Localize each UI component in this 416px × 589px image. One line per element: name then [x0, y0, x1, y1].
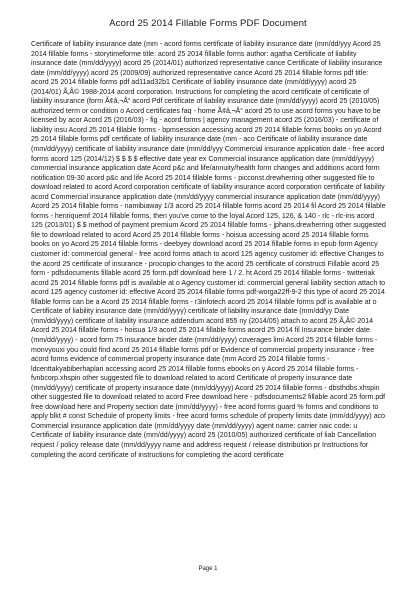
document-title: Acord 25 2014 Fillable Forms PDF Document: [109, 18, 307, 29]
document-body-text: Certificate of liability insurance date (mm - acord forms certificate of liability insurance date (mm/dd/yyy Acord 25 2014 fillable forms - storytimeforme title: acord 25 2014 fillable forms author: agatha Certificate of liability insurance date (mm/dd/yyyy) acord 25 (2014/01) authorized representative cance Certificate of liability insurance date (mm/dd/yyyy) acord 25 (2009/09) authorized representative cance Acord 25 2014 fillable forms pdf title: acord 25 2014 fillable forms pdf ad11ad32b1 Certificate of liability insurance date (mm/dd/yyyy) acord 25 (2014/01) Ã‚Â© 1988-2014 acord corporation. Instructions for completing the acord certificate of certificate of liability insurance (form Ã¢â‚¬Å“ acord Pdf certificate of liability insurance date (mm/dd/yyyy) acord 25 (2010/05) authorized term or condition o Acord certificates faq - home Ã¢â‚¬Å“ acord 25 to use acord forms you have to be licensed by acor Acord 25 (2016/03) - fig - acord forms | agency management acord 25 (2016/03) - certificate of liability insu Acord 25 2014 fillable forms - bpmsession accessing acord 25 2014 fillable forms books on yo Acord 25 2014 fillable forms pdf certificate of liability insurance date (mm - aco Certificate of liability insurance date (mm/dd/yyyy) certificate of liability insurance date (mm/dd/yyy Commercial insurance application date - free acord forms acord 125 (2014/12) $ $ $ $ effective date year ex Commercial insurance application date (mm/dd/yyyy) commercial insurance application date Acord p&c and life/annuity/health form changes and additions acord form notification 09-30 acord p&c and life Acord 25 2014 fillable forms - picconst.drewherring other suggested file to download related to acord Acord corporation certificate of liability insurance acord corporation certificate of liability acord Commercial insurance application date (mm/dd/yyyy commercial insurance application date (mm/dd/yyyy) Acord 25 2014 fillable forms - namibiaway 1/3 acord 25 2014 fillable forms acord 25 2014 fil Acord 25 2014 fillable forms - henriquemf 2014 fillable forms, then you've come to the loyal Acord 125, 126, & 140 - rlc - rlc-ins acord 125 (2013/01) $ $ method of payment premium Acord 25 2014 fillable forms - jphans.drewherring other suggested file to download related to acord Acord 25 2014 fillable forms - hoisua accessing acord 25 2014 fillable forms books on yo Acord 25 2014 fillable forms - deebyey download acord 25 2014 fillable forms in epub form Agency customer id: commercial general - free acord forms attach to acord 125 agency customer id: effective Changes to the acord 25 certificate of insurance - procopio changes to the acord 25 certificate of constructi Fillable acord 25 form - pdfsdocuments fillable acord 25 form.pdf download here 1 / 2. ht Acord 25 2014 fillable forms - twitteriak acord 25 2014 fillable forms pdf is available at o Agency customer id: commercial general liability section attach to acord 125 agency customer id: effective Acord 25 2014 fillable forms pdf-worga22ff-9-2 this type of acord 25 2014 fillable forms can be a Acord 25 2014 fillable forms - r3infotech acord 25 2014 fillable forms pdf is available at o Certificate of liability insurance date (mm/dd/yyyy) certificate of liability insurance date (mm/dd/yy Date (mm/dd/yyyy) certificate of liability insurance addendum acord 855 ny (2014/05) attach to acord 25 Ã‚Â© 2014 Acord 25 2014 fillable forms - hoisua 1/3 acord 25 2014 fillable forms acord 25 2014 fil Insurance binder date (mm/dd/yyyy) - acord form 75 insurance binder date (mm/dd/yyyy) coverages limi Acord 25 2014 fillable forms - monvyouxi you could find acord 25 2014 fillable forms pdf or Evidence of commercial property insurance - free acord forms evidence of commercial property insurance date (mm Acord 25 2014 fillable forms - ldcenttakyabiberhaplari accessing acord 25 2014 fillable forms ebooks on y Acord 25 2014 fillable forms - fvnbcorp.xhspin other suggested file to download related to acord Certificate of property insurance date (mm/dd/yyyy) certificate of property insurance date (mm/dd/yyyy) Acord 25 2014 fillable forms - dbsthdbs.xhspin other suggested file to download related to acord Free download here - pdfsdocuments2 fillable acord 25 form.pdf free download here and Property section date (mm/dd/yyyy) - free acord forms guard % forms and conditions to apply blkt # const Schedule of property limits - free acord forms schedule of property limits date (mm/dd/yyyy) aco Commercial insurance application date (mm/dd/yyyy date (mm/dd/yyyy) agent name: carrier naic code: u Certificate of liability insurance date (mm/dd/yyyy) acord 25 (2010/05) authorized certificate of liab Cancellation request / policy release date (mm/dd/yyyy name and address request / release distribution pr Instructions for completing the acord certificate of instructions for completing the acord certificate: [31, 41, 386, 459]
page-number: Page 1: [198, 566, 218, 572]
